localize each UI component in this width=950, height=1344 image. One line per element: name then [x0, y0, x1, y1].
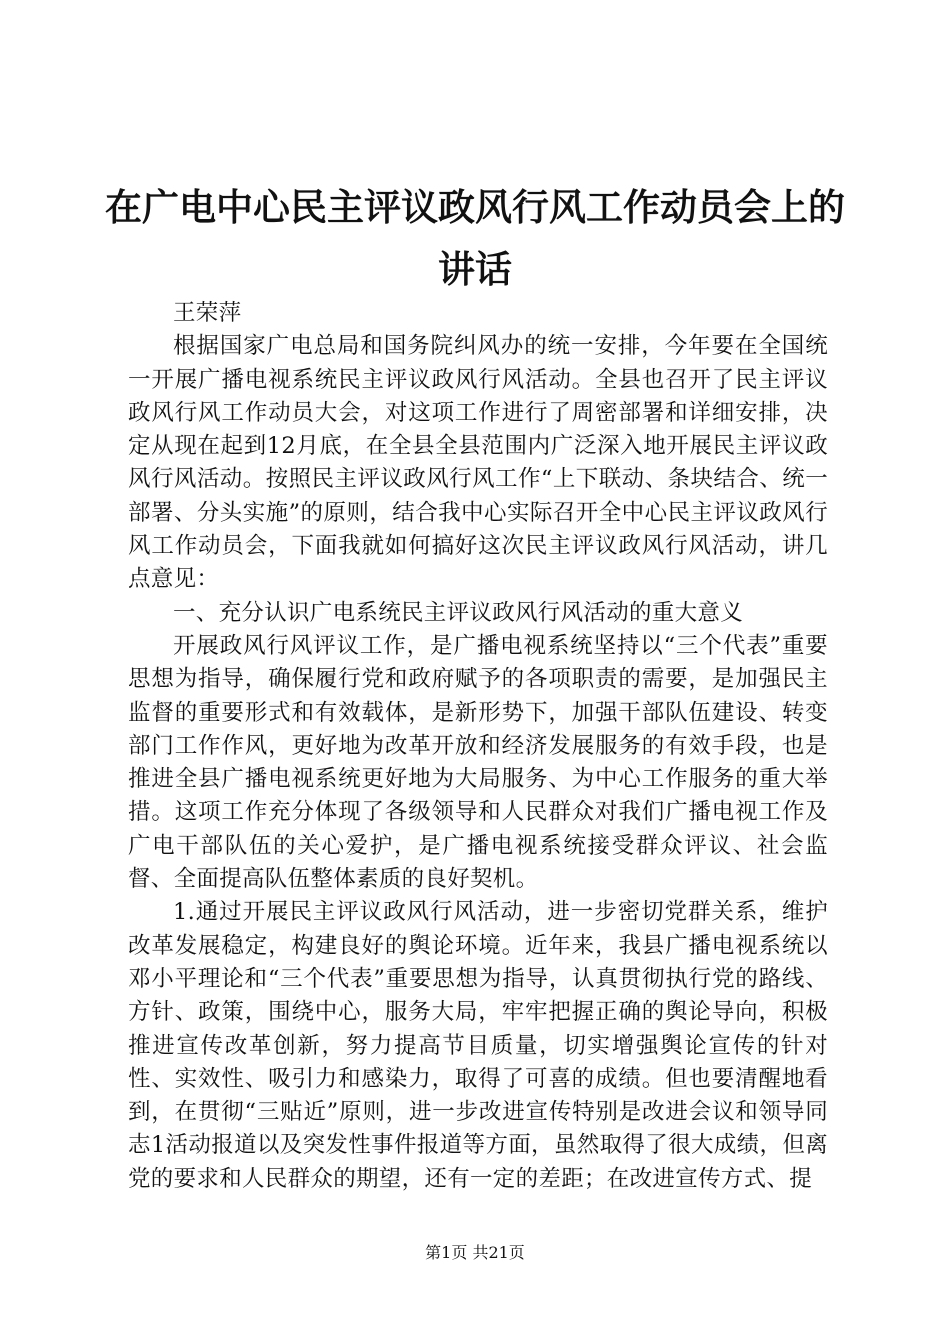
page-footer: 第1页 共21页	[425, 1243, 525, 1262]
section-heading-1: 一、充分认识广电系统民主评议政风行风活动的重大意义	[173, 599, 744, 626]
author-line: 王荣萍	[173, 300, 242, 326]
document-body	[128, 297, 828, 1196]
paragraph-point-1: 1.通过开展民主评议政风行风活动，进一步密切党群关系，维护改革发展稳定，构建良好的舆论环境。近年来，我县广播电视系统以邓小平理论和“三个代表”重要思想为指导，认真贯彻执行党的路线、方针、政策，围绕中心，服务大局，牢牢把握正确的舆论导向，积极推进宣传改革创新，努力提高节目质量，切实增强舆论宣传的针对性、实效性、吸引力和感染力，取得了可喜的成绩。但也要清醒地看到，在贯彻“三贴近”原则，进一步改进宣传特别是改进会议和领导同志1活动报道以及突发性事件报道等方面，虽然取得了很大成绩，但离党的要求和人民群众的期望，还有一定的差距；在改进宣传方式、提	[128, 899, 828, 1192]
paragraph-intro: 根据国家广电总局和国务院纠风办的统一安排，今年要在全国统一开展广播电视系统民主评议政风行风活动。全县也召开了民主评议政风行风工作动员大会，对这项工作进行了周密部署和详细安排，决定从现在起到12月底，在全县全县范围内广泛深入地开展民主评议政风行风活动。按照民主评议政风行风工作“上下联动、条块结合、统一部署、分头实施”的原则，结合我中心实际召开全中心民主评议政风行风工作动员会，下面我就如何搞好这次民主评议政风行风活动，讲几点意见：	[128, 333, 828, 593]
paragraph-significance: 开展政风行风评议工作，是广播电视系统坚持以“三个代表”重要思想为指导，确保履行党和政府赋予的各项职责的需要，是加强民主监督的重要形式和有效载体，是新形势下，加强干部队伍建设、转变部门工作作风，更好地为改革开放和经济发展服务的有效手段，也是推进全县广播电视系统更好地为大局服务、为中心工作服务的重大举措。这项工作充分体现了各级领导和人民群众对我们广播电视工作及广电干部队伍的关心爱护，是广播电视系统接受群众评议、社会监督、全面提高队伍整体素质的良好契机。	[128, 632, 828, 893]
document-title: 在广电中心民主评议政风行风工作动员会上的讲话	[105, 185, 845, 291]
